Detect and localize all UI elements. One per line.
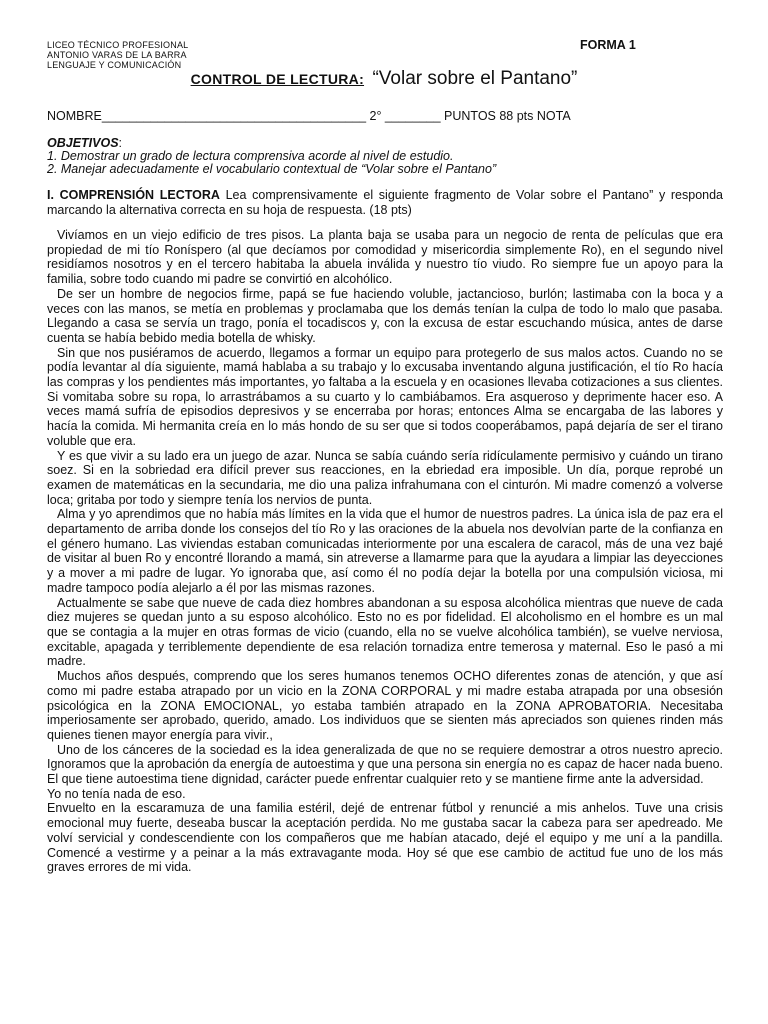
section-heading: I. COMPRENSIÓN LECTORA	[47, 188, 220, 202]
section-instructions	[47, 188, 723, 218]
objective-item: 2. Manejar adecuadamente el vocabulario contextual de “Volar sobre el Pantano”	[47, 162, 497, 176]
reading-text	[47, 228, 723, 875]
subject-line: LENGUAJE Y COMUNICACIÓN	[47, 60, 182, 70]
student-info-line: NOMBRE______________________________________ 2° ________ PUNTOS 88 pts NOTA	[47, 109, 571, 123]
reading-paragraph: Alma y yo aprendimos que no había más límites en la vida que el humor de nuestros padres. La única isla de paz era el departamento de arriba donde los consejos del tío Ro y las oraciones de la abuela nos devolvían parte de la confianza en el género humano. Las viviendas estaban comunicadas interiormente por una escalera de caracol, más de una vez bajé de visitar al buen Ro y encontré llorando a mamá, sin atreverse a llamarme para que la ayudara a limpiar las deyecciones y a mover a mi padre de lugar. Yo ignoraba que, así como él no podía dejar la botella por una compulsión viciosa, mi madre tampoco podía alejarlo a él por las mismas razones.	[47, 507, 723, 595]
form-label: FORMA 1	[580, 38, 636, 52]
title-work: “Volar sobre el Pantano”	[372, 68, 578, 89]
reading-paragraph: Uno de los cánceres de la sociedad es la idea generalizada de que no se requiere demostrar a otros nuestro aprecio. Ignoramos que la aprobación da energía de autoestima y que una persona sin energía no es capaz de hacer nada bueno. El que tiene autoestima tiene dignidad, carácter puede enfrentar cualquier reto y se mantiene firme ante la adversidad.	[47, 742, 723, 787]
reading-paragraph: Y es que vivir a su lado era un juego de azar. Nunca se sabía cuándo sería ridículamente permisivo y cuándo un tirano soez. Si en la sobriedad era difícil prever sus reacciones, en la ebriedad era imposible. Un día, porque reprobé un examen de matemáticas en la secundaria, me dio una paliza infrahumana con el cinturón. Mi madre comenzó a volverse loca; gritaba por todo y siempre tenía los nervios de punta.	[47, 448, 723, 507]
school-header	[47, 40, 188, 70]
objectives-colon: :	[118, 136, 123, 150]
objective-item: 1. Demostrar un grado de lectura comprensiva acorde al nivel de estudio.	[47, 149, 454, 163]
reading-paragraph: Sin que nos pusiéramos de acuerdo, llegamos a formar un equipo para protegerlo de sus malos actos. Cuando no se podía levantar al día siguiente, mamá hablaba a su trabajo y lo excusaba inventando alguna justificación, el tío Ro hacía las compras y los pendientes más importantes, yo faltaba a la escuela y en ocasiones llevaba cotizaciones a sus clientes. Si vomitaba sobre su ropa, lo arrastrábamos a su cuarto y lo cambiábamos. Era asqueroso y deprimente hacer eso. A veces mamá sufría de episodios depresivos y se encerraba por horas; entonces Alma se encargaba de las labores y hacía la comida. Mi hermanita creía en lo más hondo de su ser que si todos cooperábamos, papá dejaría de ser el tirano voluble que era.	[47, 345, 723, 448]
reading-paragraph: Actualmente se sabe que nueve de cada diez hombres abandonan a su esposa alcohólica mientras que nueve de cada diez mujeres se quedan junto a su esposo alcohólico. Esto no es por fidelidad. El alcoholismo en el hombre es un mal que se contagia a la mujer en otras formas de vicio (cuando, ella no se vuelve alcohólica también), se vuelve nerviosa, excitable, apagada y terriblemente dependiente de esa relación tornadiza entre temerosa y maternal. Eso le pasó a mi madre.	[47, 595, 723, 669]
reading-paragraph: Muchos años después, comprendo que los seres humanos tenemos OCHO diferentes zonas de atención, y que así como mi padre estaba atrapado por un vicio en la ZONA CORPORAL y mi madre estaba atrapada por una obsesión psicológica en la ZONA EMOCIONAL, yo estaba también atrapado en la ZONA APROBATORIA. Necesitaba imperiosamente ser aprobado, querido, amado. Los individuos que se sienten más apreciados son quienes rinden más quienes tienen mayor energía para vivir.,	[47, 669, 723, 742]
reading-paragraph: Envuelto en la escaramuza de una familia estéril, dejé de entrenar fútbol y renuncié a mis anhelos. Tuve una crisis emocional muy fuerte, deseaba buscar la aceptación perdida. No me gustaba sacar la cabeza para ser apedreado. Me volví servicial y condescendiente con los compañeros que me habían atacado, dejé el equipo y me uní a la pandilla. Comencé a vestirme y a peinar a la más extravagante moda. Hoy sé que ese cambio de actitud fue uno de los más graves errores de mi vida.	[47, 801, 723, 875]
reading-paragraph: Yo no tenía nada de eso.	[47, 786, 186, 801]
reading-paragraph: Vivíamos en un viejo edificio de tres pisos. La planta baja se usaba para un negocio de renta de películas que era propiedad de mi tío Roníspero (al que decíamos por comodidad y misericordia simplemente Ro), en el segundo nivel residíamos nosotros y en el tercero habitaba la abuela inválida y nuestro tío viudo. Ro siempre fue un apoyo para la familia, sobre todo cuando mi padre se convirtió en alcohólico.	[47, 228, 723, 287]
reading-paragraph: De ser un hombre de negocios firme, papá se fue haciendo voluble, jactancioso, burlón; lastimaba con la boca y a veces con las manos, se metía en problemas y proclamaba que los demás tenían la culpa de todo lo malo que pasaba. Llegando a casa se servía un trago, ponía el tocadiscos y, con la excusa de estar escuchando música, antes de darse cuenta se había bebido media botella de whisky.	[47, 286, 723, 345]
section-instructions-text: Lea comprensivamente el siguiente fragmento de Volar sobre el Pantano” y responda marcando la alternativa correcta en su hoja de respuesta. (18 pts)	[47, 188, 723, 217]
school-line: ANTONIO VARAS DE LA BARRA	[47, 50, 187, 60]
objectives-heading: OBJETIVOS	[47, 136, 119, 150]
objectives-block	[47, 137, 727, 176]
title-label: CONTROL DE LECTURA:	[190, 71, 365, 87]
page-title	[0, 68, 768, 90]
school-line: LICEO TÉCNICO PROFESIONAL	[47, 40, 189, 50]
